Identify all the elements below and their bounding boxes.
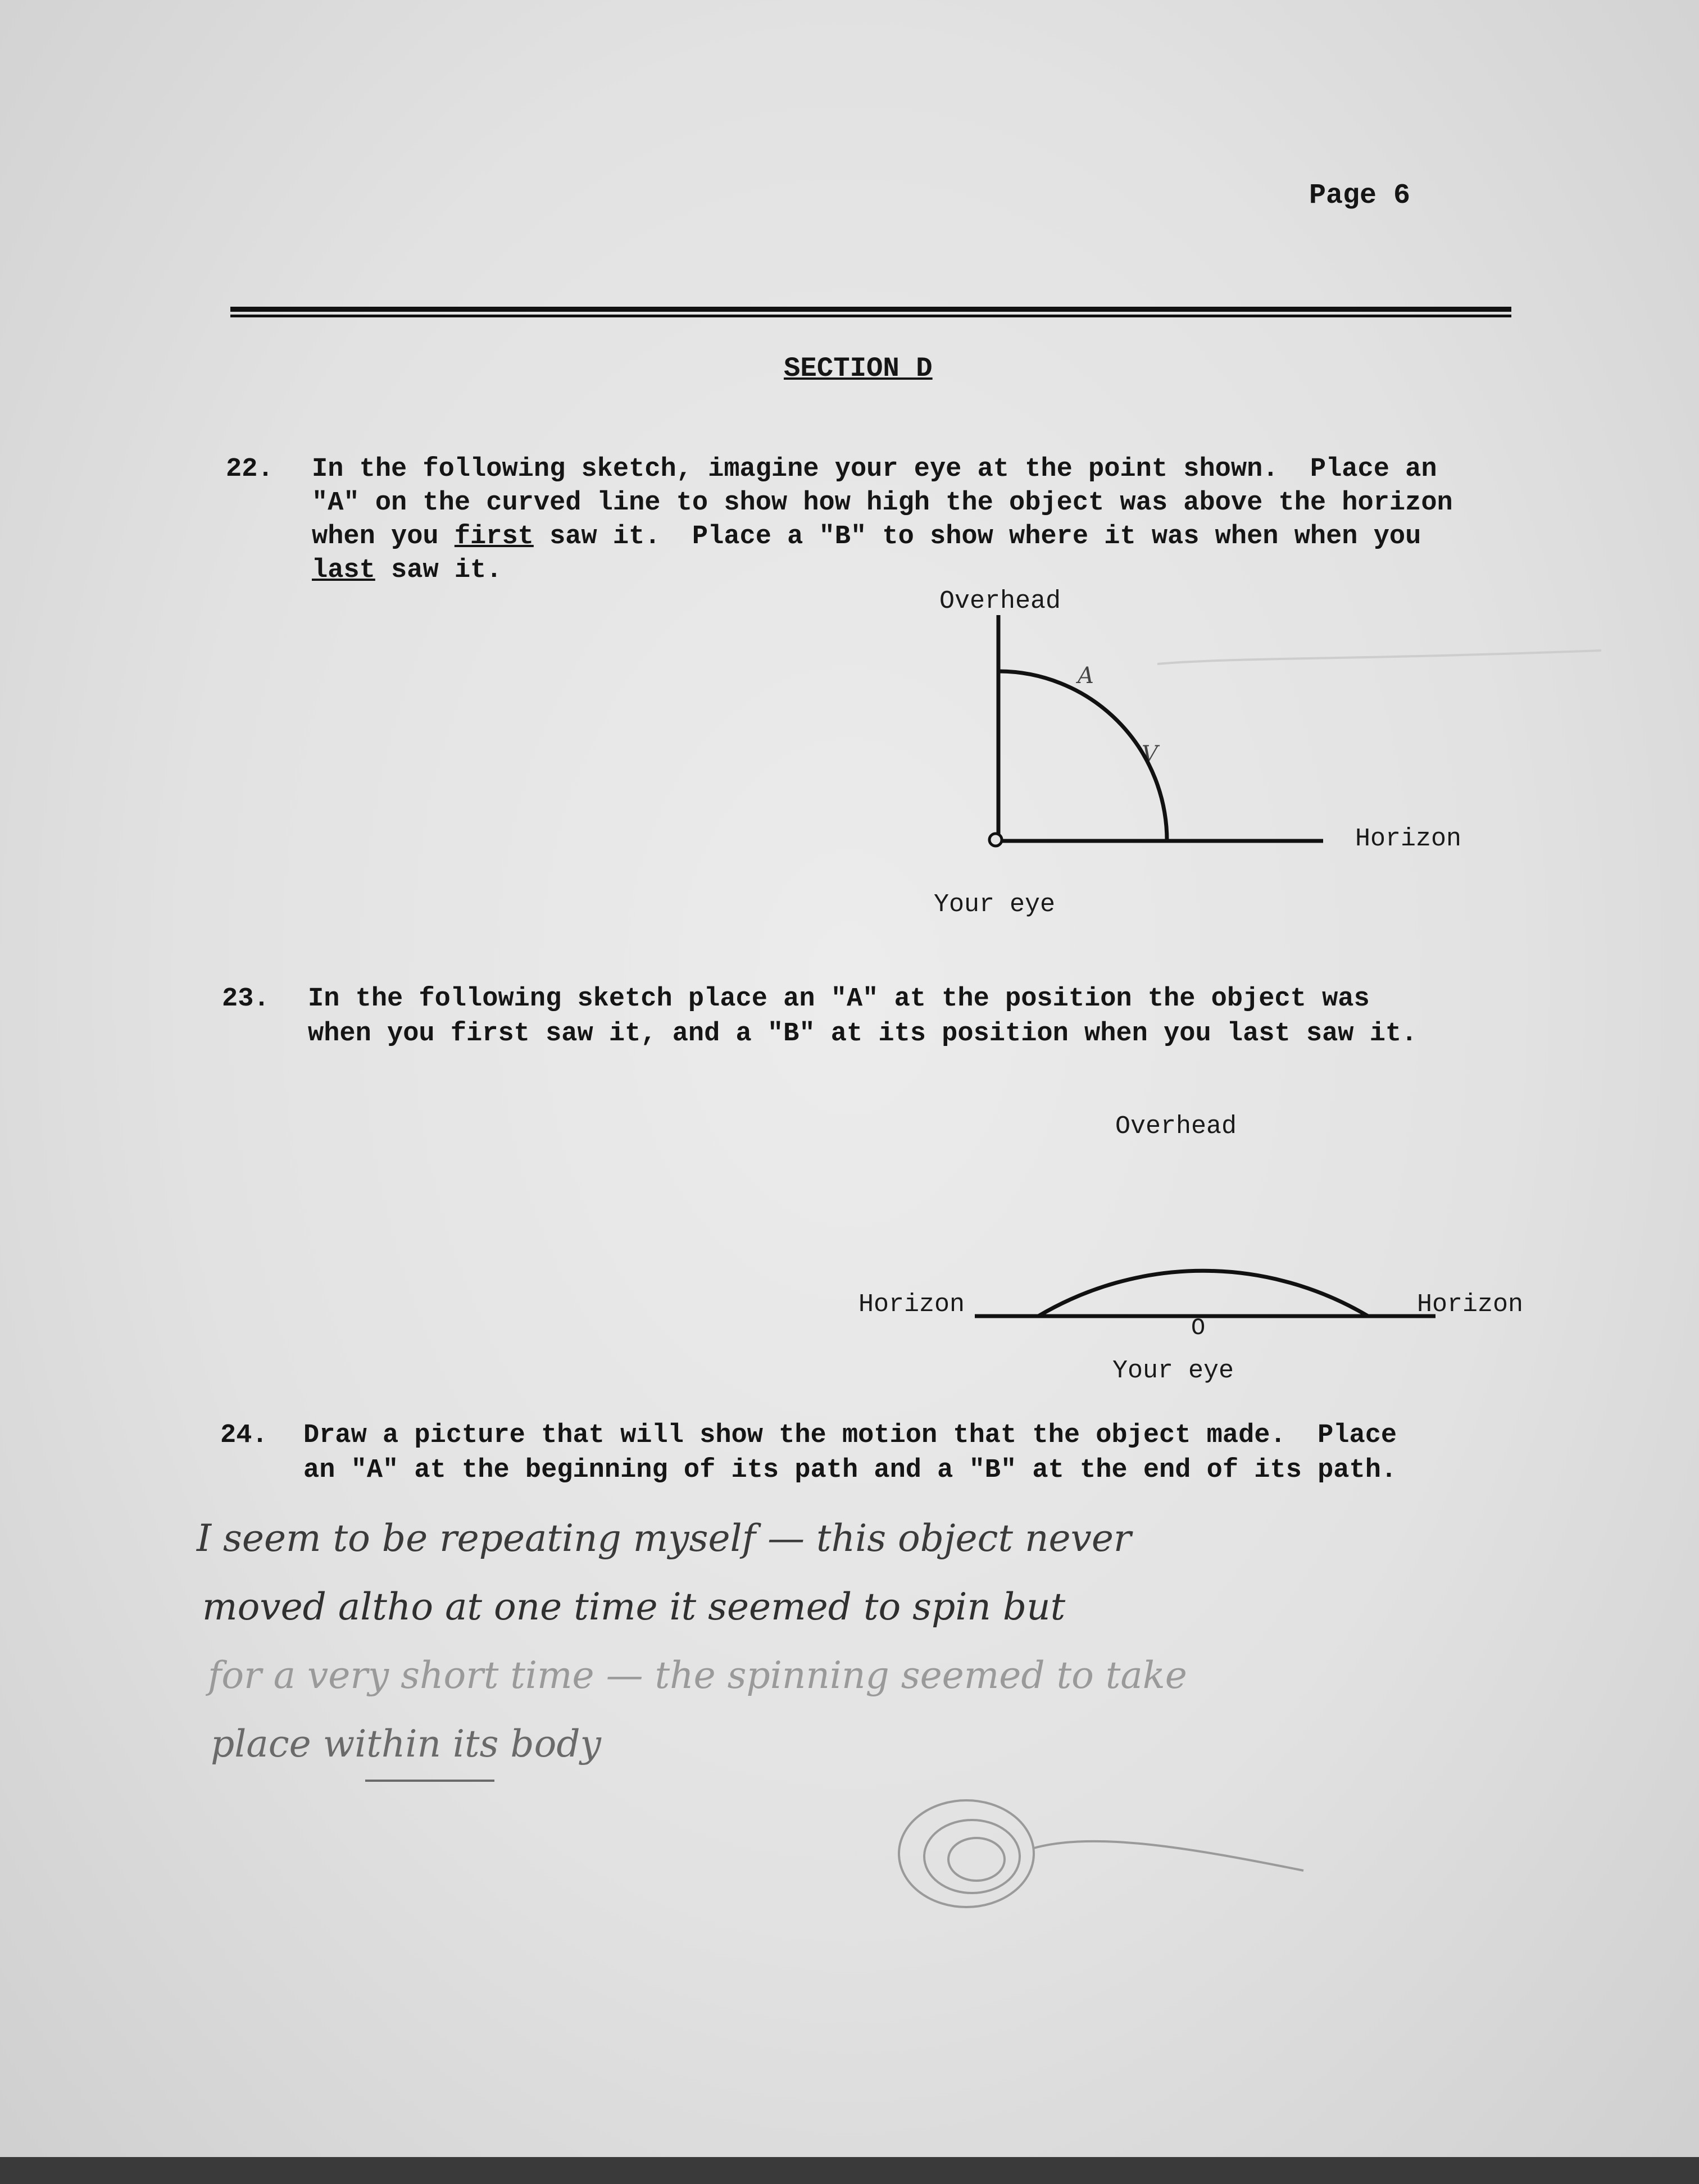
text-span: saw it. Place a "B" to show where it was when when you bbox=[533, 522, 1421, 552]
section-title: SECTION D bbox=[784, 353, 933, 384]
diagram1-eye-label: Your eye bbox=[934, 890, 1056, 919]
diagram1-horizon-label: Horizon bbox=[1355, 825, 1462, 853]
question-text-line: In the following sketch, imagine your eye at the point shown. Place an bbox=[312, 454, 1437, 484]
diagram2-horizon-right-label: Horizon bbox=[1417, 1290, 1524, 1319]
text-span: saw it. bbox=[375, 556, 502, 585]
handwritten-line: I seem to be repeating myself — this object never bbox=[197, 1517, 1132, 1560]
faint-handwritten-note bbox=[1157, 650, 1601, 664]
question-number: 22. bbox=[226, 454, 274, 484]
doodle-tail bbox=[1034, 1841, 1303, 1871]
question-text-line: an "A" at the beginning of its path and a "B" at the end of its path. bbox=[303, 1455, 1397, 1485]
question-text-line: Draw a picture that will show the motion that the object made. Place bbox=[303, 1421, 1397, 1450]
diagram2-overhead-label: Overhead bbox=[1115, 1112, 1237, 1141]
diagram1-quarter-arc bbox=[998, 671, 1167, 841]
scan-bottom-edge bbox=[0, 2157, 1699, 2184]
question-text-line: when you first saw it, and a "B" at its position when you last saw it. bbox=[308, 1019, 1418, 1049]
question-number: 24. bbox=[220, 1421, 268, 1450]
doodle-ring bbox=[899, 1800, 1034, 1907]
doodle-ring bbox=[948, 1838, 1005, 1881]
page-number: Page 6 bbox=[1309, 180, 1411, 212]
question-text-line: "A" on the curved line to show how high the object was above the horizon bbox=[312, 488, 1453, 518]
diagram2-sketch bbox=[975, 1271, 1435, 1316]
question-text-line: In the following sketch place an "A" at the position the object was bbox=[308, 984, 1370, 1014]
diagram1-sketch bbox=[989, 615, 1323, 846]
diagram2-semicircle-arc bbox=[1038, 1271, 1368, 1316]
diagram2-eye-label: Your eye bbox=[1112, 1357, 1234, 1385]
handwritten-mark-b: V bbox=[1142, 741, 1158, 767]
emphasized-word: first bbox=[454, 522, 534, 552]
diagram1-eye-point bbox=[989, 834, 1002, 846]
text-span: when you bbox=[312, 522, 455, 552]
diagram2-eye-marker: O bbox=[1191, 1314, 1206, 1341]
diagram2-horizon-left-label: Horizon bbox=[858, 1290, 965, 1319]
handwritten-mark-a: A bbox=[1078, 663, 1094, 689]
spiral-doodle bbox=[899, 1800, 1303, 1907]
handwritten-line: for a very short time — the spinning seemed to take bbox=[208, 1654, 1187, 1697]
diagram1-overhead-label: Overhead bbox=[939, 587, 1061, 616]
question-number: 23. bbox=[222, 984, 270, 1014]
handwritten-line: moved altho at one time it seemed to spin but bbox=[202, 1585, 1066, 1628]
emphasized-word: last bbox=[312, 556, 375, 585]
handwritten-line: place within its body bbox=[211, 1722, 601, 1766]
